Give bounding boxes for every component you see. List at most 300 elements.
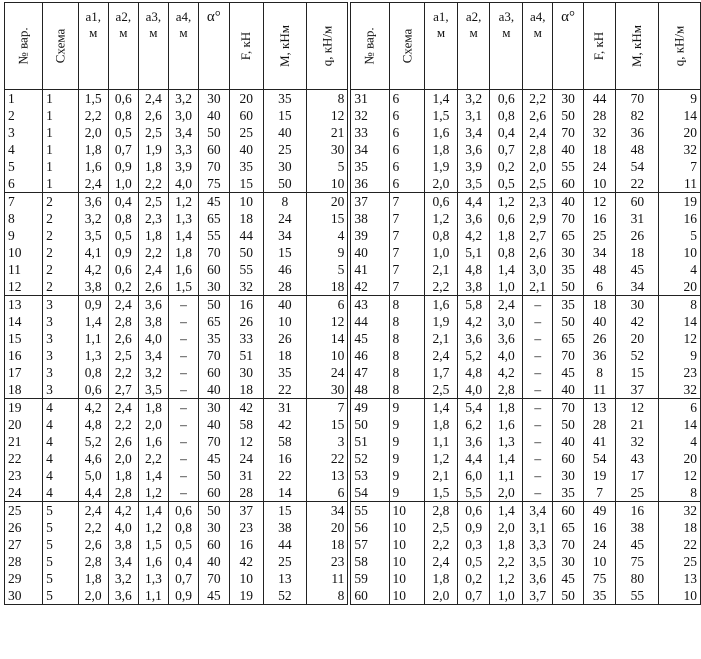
left-scheme-cell: 1 bbox=[43, 90, 79, 108]
right-a3-cell: 1,4 bbox=[490, 502, 523, 520]
right-alpha-cell: 40 bbox=[553, 433, 584, 450]
right-a2-cell: 3,8 bbox=[457, 278, 490, 296]
right-a1-cell: 1,5 bbox=[425, 107, 458, 124]
header-load-2: q, кН/м bbox=[659, 3, 701, 90]
right-force-cell: 10 bbox=[583, 553, 616, 570]
left-a4-cell: 3,4 bbox=[168, 124, 198, 141]
left-a3-cell: 2,4 bbox=[138, 261, 168, 278]
right-variant-cell: 50 bbox=[349, 416, 389, 433]
right-alpha-cell: 65 bbox=[553, 227, 584, 244]
right-moment-cell: 38 bbox=[616, 519, 659, 536]
right-a4-cell: 3,4 bbox=[523, 502, 553, 520]
right-a4-cell: 2,9 bbox=[523, 210, 553, 227]
left-a1-cell: 4,1 bbox=[78, 244, 108, 261]
header-a3-2: a3, м bbox=[490, 3, 523, 90]
left-alpha-cell: 70 bbox=[199, 244, 230, 261]
right-moment-cell: 22 bbox=[616, 175, 659, 193]
left-a2-cell: 0,5 bbox=[108, 227, 138, 244]
left-alpha-cell: 65 bbox=[199, 210, 230, 227]
right-force-cell: 36 bbox=[583, 347, 616, 364]
right-a3-cell: 0,4 bbox=[490, 124, 523, 141]
left-a2-cell: 2,8 bbox=[108, 313, 138, 330]
right-force-cell: 24 bbox=[583, 158, 616, 175]
left-load-cell: 22 bbox=[306, 450, 349, 467]
left-a1-cell: 4,6 bbox=[78, 450, 108, 467]
left-load-cell: 12 bbox=[306, 313, 349, 330]
left-load-cell: 12 bbox=[306, 107, 349, 124]
left-moment-cell: 35 bbox=[263, 364, 306, 381]
left-moment-cell: 24 bbox=[263, 210, 306, 227]
left-force-cell: 26 bbox=[229, 313, 263, 330]
right-a2-cell: 3,5 bbox=[457, 175, 490, 193]
right-variant-cell: 36 bbox=[349, 175, 389, 193]
table-row bbox=[5, 399, 701, 417]
left-a2-cell: 2,4 bbox=[108, 296, 138, 314]
left-alpha-cell: 65 bbox=[199, 313, 230, 330]
left-a2-cell: 0,8 bbox=[108, 210, 138, 227]
table-row bbox=[5, 484, 701, 502]
right-a3-cell: 1,8 bbox=[490, 227, 523, 244]
right-variant-cell: 59 bbox=[349, 570, 389, 587]
left-a1-cell: 4,4 bbox=[78, 484, 108, 502]
right-scheme-cell: 9 bbox=[389, 467, 425, 484]
left-variant-cell: 12 bbox=[5, 278, 43, 296]
right-scheme-cell: 10 bbox=[389, 536, 425, 553]
left-a3-cell: 1,8 bbox=[138, 158, 168, 175]
right-moment-cell: 26 bbox=[616, 227, 659, 244]
right-a3-cell: 1,2 bbox=[490, 193, 523, 211]
table-row bbox=[5, 381, 701, 399]
left-load-cell: 15 bbox=[306, 416, 349, 433]
right-alpha-cell: 65 bbox=[553, 519, 584, 536]
right-force-cell: 8 bbox=[583, 364, 616, 381]
right-a3-cell: 3,6 bbox=[490, 330, 523, 347]
left-a1-cell: 2,4 bbox=[78, 175, 108, 193]
right-a2-cell: 5,2 bbox=[457, 347, 490, 364]
right-force-cell: 25 bbox=[583, 227, 616, 244]
left-a2-cell: 0,7 bbox=[108, 141, 138, 158]
right-a2-cell: 6,0 bbox=[457, 467, 490, 484]
right-a1-cell: 2,5 bbox=[425, 381, 458, 399]
right-force-cell: 28 bbox=[583, 107, 616, 124]
right-alpha-cell: 50 bbox=[553, 587, 584, 605]
left-a3-cell: 2,5 bbox=[138, 124, 168, 141]
left-a3-cell: 2,2 bbox=[138, 450, 168, 467]
left-alpha-cell: 70 bbox=[199, 347, 230, 364]
left-a4-cell: – bbox=[168, 313, 198, 330]
right-variant-cell: 37 bbox=[349, 193, 389, 211]
left-moment-cell: 15 bbox=[263, 107, 306, 124]
right-a2-cell: 4,4 bbox=[457, 193, 490, 211]
right-moment-cell: 60 bbox=[616, 193, 659, 211]
right-a2-cell: 3,2 bbox=[457, 90, 490, 108]
left-a4-cell: – bbox=[168, 416, 198, 433]
header-scheme: Схема bbox=[43, 3, 79, 90]
left-a3-cell: 2,0 bbox=[138, 416, 168, 433]
right-variant-cell: 45 bbox=[349, 330, 389, 347]
left-moment-cell: 25 bbox=[263, 553, 306, 570]
right-moment-cell: 52 bbox=[616, 347, 659, 364]
header-load: q, кН/м bbox=[306, 3, 349, 90]
left-load-cell: 34 bbox=[306, 502, 349, 520]
left-load-cell: 18 bbox=[306, 536, 349, 553]
right-load-cell: 7 bbox=[659, 158, 701, 175]
right-load-cell: 32 bbox=[659, 141, 701, 158]
right-a4-cell: 2,4 bbox=[523, 124, 553, 141]
right-scheme-cell: 8 bbox=[389, 313, 425, 330]
header-scheme-2: Схема bbox=[389, 3, 425, 90]
left-a2-cell: 2,5 bbox=[108, 347, 138, 364]
right-alpha-cell: 60 bbox=[553, 502, 584, 520]
right-alpha-cell: 60 bbox=[553, 450, 584, 467]
right-variant-cell: 33 bbox=[349, 124, 389, 141]
right-a1-cell: 1,2 bbox=[425, 450, 458, 467]
right-moment-cell: 42 bbox=[616, 313, 659, 330]
right-scheme-cell: 7 bbox=[389, 261, 425, 278]
left-a2-cell: 0,5 bbox=[108, 124, 138, 141]
left-variant-cell: 22 bbox=[5, 450, 43, 467]
right-a1-cell: 1,8 bbox=[425, 416, 458, 433]
right-moment-cell: 32 bbox=[616, 433, 659, 450]
right-a2-cell: 0,9 bbox=[457, 519, 490, 536]
left-a4-cell: 0,4 bbox=[168, 553, 198, 570]
left-a3-cell: 1,2 bbox=[138, 519, 168, 536]
right-a3-cell: 1,6 bbox=[490, 416, 523, 433]
left-a2-cell: 4,2 bbox=[108, 502, 138, 520]
left-scheme-cell: 4 bbox=[43, 467, 79, 484]
right-force-cell: 48 bbox=[583, 261, 616, 278]
right-moment-cell: 17 bbox=[616, 467, 659, 484]
right-alpha-cell: 55 bbox=[553, 158, 584, 175]
right-a3-cell: 2,8 bbox=[490, 381, 523, 399]
left-moment-cell: 18 bbox=[263, 347, 306, 364]
left-alpha-cell: 35 bbox=[199, 330, 230, 347]
table-row bbox=[5, 570, 701, 587]
right-load-cell: 8 bbox=[659, 296, 701, 314]
left-a1-cell: 2,4 bbox=[78, 502, 108, 520]
right-variant-cell: 56 bbox=[349, 519, 389, 536]
right-a2-cell: 3,6 bbox=[457, 330, 490, 347]
left-alpha-cell: 30 bbox=[199, 519, 230, 536]
right-load-cell: 14 bbox=[659, 107, 701, 124]
left-load-cell: 15 bbox=[306, 210, 349, 227]
right-load-cell: 20 bbox=[659, 450, 701, 467]
right-load-cell: 32 bbox=[659, 502, 701, 520]
left-moment-cell: 15 bbox=[263, 502, 306, 520]
table-row bbox=[5, 416, 701, 433]
left-force-cell: 42 bbox=[229, 553, 263, 570]
left-a4-cell: 1,6 bbox=[168, 261, 198, 278]
left-moment-cell: 10 bbox=[263, 313, 306, 330]
left-a1-cell: 1,8 bbox=[78, 141, 108, 158]
left-scheme-cell: 3 bbox=[43, 347, 79, 364]
left-a1-cell: 1,3 bbox=[78, 347, 108, 364]
right-a1-cell: 2,8 bbox=[425, 502, 458, 520]
left-a3-cell: 2,2 bbox=[138, 175, 168, 193]
left-load-cell: 8 bbox=[306, 587, 349, 605]
left-a3-cell: 3,4 bbox=[138, 347, 168, 364]
left-moment-cell: 22 bbox=[263, 467, 306, 484]
left-scheme-cell: 2 bbox=[43, 261, 79, 278]
right-force-cell: 24 bbox=[583, 536, 616, 553]
left-a4-cell: 1,2 bbox=[168, 193, 198, 211]
left-a3-cell: 2,5 bbox=[138, 193, 168, 211]
table-row bbox=[5, 502, 701, 520]
right-a1-cell: 2,4 bbox=[425, 553, 458, 570]
right-a4-cell: 2,1 bbox=[523, 278, 553, 296]
right-a2-cell: 3,1 bbox=[457, 107, 490, 124]
left-a1-cell: 2,6 bbox=[78, 536, 108, 553]
right-moment-cell: 45 bbox=[616, 261, 659, 278]
left-force-cell: 18 bbox=[229, 381, 263, 399]
right-moment-cell: 18 bbox=[616, 244, 659, 261]
right-a2-cell: 3,6 bbox=[457, 210, 490, 227]
right-moment-cell: 54 bbox=[616, 158, 659, 175]
left-a1-cell: 3,2 bbox=[78, 210, 108, 227]
left-load-cell: 5 bbox=[306, 158, 349, 175]
right-force-cell: 10 bbox=[583, 175, 616, 193]
right-a1-cell: 1,5 bbox=[425, 484, 458, 502]
right-a4-cell: – bbox=[523, 313, 553, 330]
left-a3-cell: 1,1 bbox=[138, 587, 168, 605]
left-moment-cell: 8 bbox=[263, 193, 306, 211]
right-force-cell: 16 bbox=[583, 210, 616, 227]
left-a3-cell: 1,4 bbox=[138, 502, 168, 520]
left-a4-cell: – bbox=[168, 330, 198, 347]
left-a2-cell: 3,6 bbox=[108, 587, 138, 605]
left-force-cell: 25 bbox=[229, 124, 263, 141]
left-a2-cell: 1,0 bbox=[108, 175, 138, 193]
right-variant-cell: 52 bbox=[349, 450, 389, 467]
right-alpha-cell: 30 bbox=[553, 553, 584, 570]
right-alpha-cell: 70 bbox=[553, 399, 584, 417]
left-a1-cell: 4,8 bbox=[78, 416, 108, 433]
left-alpha-cell: 60 bbox=[199, 536, 230, 553]
left-scheme-cell: 1 bbox=[43, 175, 79, 193]
right-load-cell: 16 bbox=[659, 210, 701, 227]
left-a2-cell: 0,8 bbox=[108, 107, 138, 124]
left-scheme-cell: 1 bbox=[43, 158, 79, 175]
header-force: F, кН bbox=[229, 3, 263, 90]
right-a1-cell: 1,4 bbox=[425, 90, 458, 108]
left-alpha-cell: 50 bbox=[199, 296, 230, 314]
right-force-cell: 11 bbox=[583, 381, 616, 399]
right-a3-cell: 1,8 bbox=[490, 536, 523, 553]
right-load-cell: 22 bbox=[659, 536, 701, 553]
table-row bbox=[5, 467, 701, 484]
right-load-cell: 10 bbox=[659, 587, 701, 605]
right-alpha-cell: 40 bbox=[553, 141, 584, 158]
right-scheme-cell: 8 bbox=[389, 381, 425, 399]
left-variant-cell: 13 bbox=[5, 296, 43, 314]
left-alpha-cell: 50 bbox=[199, 124, 230, 141]
right-a1-cell: 2,4 bbox=[425, 347, 458, 364]
right-a1-cell: 1,0 bbox=[425, 244, 458, 261]
left-scheme-cell: 3 bbox=[43, 381, 79, 399]
right-load-cell: 6 bbox=[659, 399, 701, 417]
left-a2-cell: 1,8 bbox=[108, 467, 138, 484]
right-moment-cell: 15 bbox=[616, 364, 659, 381]
left-force-cell: 23 bbox=[229, 519, 263, 536]
left-moment-cell: 44 bbox=[263, 536, 306, 553]
right-a4-cell: – bbox=[523, 450, 553, 467]
left-a4-cell: – bbox=[168, 364, 198, 381]
left-a2-cell: 0,2 bbox=[108, 278, 138, 296]
right-force-cell: 32 bbox=[583, 124, 616, 141]
left-a4-cell: – bbox=[168, 484, 198, 502]
left-scheme-cell: 3 bbox=[43, 313, 79, 330]
right-moment-cell: 34 bbox=[616, 278, 659, 296]
header-a1-2: a1, м bbox=[425, 3, 458, 90]
right-alpha-cell: 30 bbox=[553, 244, 584, 261]
left-variant-cell: 1 bbox=[5, 90, 43, 108]
right-load-cell: 9 bbox=[659, 90, 701, 108]
left-a4-cell: – bbox=[168, 433, 198, 450]
left-load-cell: 7 bbox=[306, 399, 349, 417]
right-alpha-cell: 50 bbox=[553, 416, 584, 433]
header-a4-2: a4, м bbox=[523, 3, 553, 90]
left-force-cell: 35 bbox=[229, 158, 263, 175]
right-scheme-cell: 8 bbox=[389, 364, 425, 381]
right-a2-cell: 4,8 bbox=[457, 261, 490, 278]
left-a3-cell: 2,6 bbox=[138, 278, 168, 296]
left-a2-cell: 2,7 bbox=[108, 381, 138, 399]
right-a4-cell: 2,8 bbox=[523, 141, 553, 158]
right-a1-cell: 1,9 bbox=[425, 158, 458, 175]
right-a1-cell: 2,0 bbox=[425, 587, 458, 605]
right-scheme-cell: 6 bbox=[389, 158, 425, 175]
right-a1-cell: 2,1 bbox=[425, 330, 458, 347]
table-row bbox=[5, 313, 701, 330]
left-load-cell: 5 bbox=[306, 261, 349, 278]
right-a4-cell: 2,2 bbox=[523, 90, 553, 108]
left-alpha-cell: 30 bbox=[199, 90, 230, 108]
right-variant-cell: 46 bbox=[349, 347, 389, 364]
right-a4-cell: 3,0 bbox=[523, 261, 553, 278]
right-alpha-cell: 50 bbox=[553, 278, 584, 296]
left-load-cell: 24 bbox=[306, 364, 349, 381]
right-load-cell: 4 bbox=[659, 433, 701, 450]
left-a1-cell: 0,9 bbox=[78, 296, 108, 314]
left-force-cell: 55 bbox=[229, 261, 263, 278]
right-a3-cell: 1,8 bbox=[490, 399, 523, 417]
table-row bbox=[5, 141, 701, 158]
right-alpha-cell: 35 bbox=[553, 261, 584, 278]
left-alpha-cell: 45 bbox=[199, 450, 230, 467]
header-alpha-2: α° bbox=[553, 3, 584, 90]
left-moment-cell: 28 bbox=[263, 278, 306, 296]
right-moment-cell: 80 bbox=[616, 570, 659, 587]
header-a2-2: a2, м bbox=[457, 3, 490, 90]
right-force-cell: 7 bbox=[583, 484, 616, 502]
right-force-cell: 75 bbox=[583, 570, 616, 587]
right-scheme-cell: 10 bbox=[389, 519, 425, 536]
left-load-cell: 20 bbox=[306, 193, 349, 211]
right-a3-cell: 0,8 bbox=[490, 244, 523, 261]
left-load-cell: 20 bbox=[306, 519, 349, 536]
right-a4-cell: – bbox=[523, 347, 553, 364]
right-a2-cell: 4,2 bbox=[457, 227, 490, 244]
left-load-cell: 4 bbox=[306, 227, 349, 244]
right-load-cell: 20 bbox=[659, 278, 701, 296]
left-variant-cell: 18 bbox=[5, 381, 43, 399]
left-scheme-cell: 4 bbox=[43, 416, 79, 433]
right-scheme-cell: 7 bbox=[389, 210, 425, 227]
left-load-cell: 3 bbox=[306, 433, 349, 450]
left-a2-cell: 3,8 bbox=[108, 536, 138, 553]
table-row bbox=[5, 433, 701, 450]
left-scheme-cell: 2 bbox=[43, 193, 79, 211]
right-a1-cell: 1,6 bbox=[425, 124, 458, 141]
right-a3-cell: 0,8 bbox=[490, 107, 523, 124]
left-scheme-cell: 3 bbox=[43, 296, 79, 314]
left-a3-cell: 2,4 bbox=[138, 90, 168, 108]
left-a1-cell: 2,2 bbox=[78, 107, 108, 124]
right-force-cell: 41 bbox=[583, 433, 616, 450]
right-load-cell: 8 bbox=[659, 484, 701, 502]
left-moment-cell: 34 bbox=[263, 227, 306, 244]
header-row bbox=[5, 3, 701, 90]
right-a2-cell: 3,6 bbox=[457, 433, 490, 450]
left-alpha-cell: 55 bbox=[199, 227, 230, 244]
left-variant-cell: 20 bbox=[5, 416, 43, 433]
left-load-cell: 6 bbox=[306, 296, 349, 314]
table-row bbox=[5, 107, 701, 124]
right-alpha-cell: 60 bbox=[553, 175, 584, 193]
left-a3-cell: 1,5 bbox=[138, 536, 168, 553]
header-moment: М, кНм bbox=[263, 3, 306, 90]
left-a2-cell: 2,4 bbox=[108, 399, 138, 417]
right-alpha-cell: 70 bbox=[553, 210, 584, 227]
right-a4-cell: 2,5 bbox=[523, 175, 553, 193]
left-load-cell: 18 bbox=[306, 278, 349, 296]
left-a4-cell: 1,8 bbox=[168, 244, 198, 261]
right-variant-cell: 54 bbox=[349, 484, 389, 502]
right-variant-cell: 31 bbox=[349, 90, 389, 108]
table-row bbox=[5, 587, 701, 605]
right-a3-cell: 1,1 bbox=[490, 467, 523, 484]
right-scheme-cell: 6 bbox=[389, 107, 425, 124]
variants-table bbox=[4, 2, 701, 605]
left-alpha-cell: 60 bbox=[199, 141, 230, 158]
left-scheme-cell: 2 bbox=[43, 244, 79, 261]
left-force-cell: 58 bbox=[229, 416, 263, 433]
left-scheme-cell: 3 bbox=[43, 330, 79, 347]
right-scheme-cell: 6 bbox=[389, 175, 425, 193]
left-moment-cell: 14 bbox=[263, 484, 306, 502]
left-a3-cell: 3,6 bbox=[138, 296, 168, 314]
right-alpha-cell: 30 bbox=[553, 90, 584, 108]
right-moment-cell: 25 bbox=[616, 484, 659, 502]
left-load-cell: 10 bbox=[306, 175, 349, 193]
right-a3-cell: 1,2 bbox=[490, 570, 523, 587]
left-variant-cell: 19 bbox=[5, 399, 43, 417]
left-variant-cell: 10 bbox=[5, 244, 43, 261]
left-alpha-cell: 50 bbox=[199, 467, 230, 484]
right-a3-cell: 0,6 bbox=[490, 90, 523, 108]
left-variant-cell: 21 bbox=[5, 433, 43, 450]
left-load-cell: 30 bbox=[306, 141, 349, 158]
right-scheme-cell: 10 bbox=[389, 553, 425, 570]
right-a1-cell: 2,1 bbox=[425, 467, 458, 484]
left-a3-cell: 3,8 bbox=[138, 313, 168, 330]
left-a2-cell: 0,6 bbox=[108, 90, 138, 108]
right-variant-cell: 38 bbox=[349, 210, 389, 227]
right-alpha-cell: 45 bbox=[553, 570, 584, 587]
left-alpha-cell: 40 bbox=[199, 416, 230, 433]
left-moment-cell: 52 bbox=[263, 587, 306, 605]
left-variant-cell: 26 bbox=[5, 519, 43, 536]
